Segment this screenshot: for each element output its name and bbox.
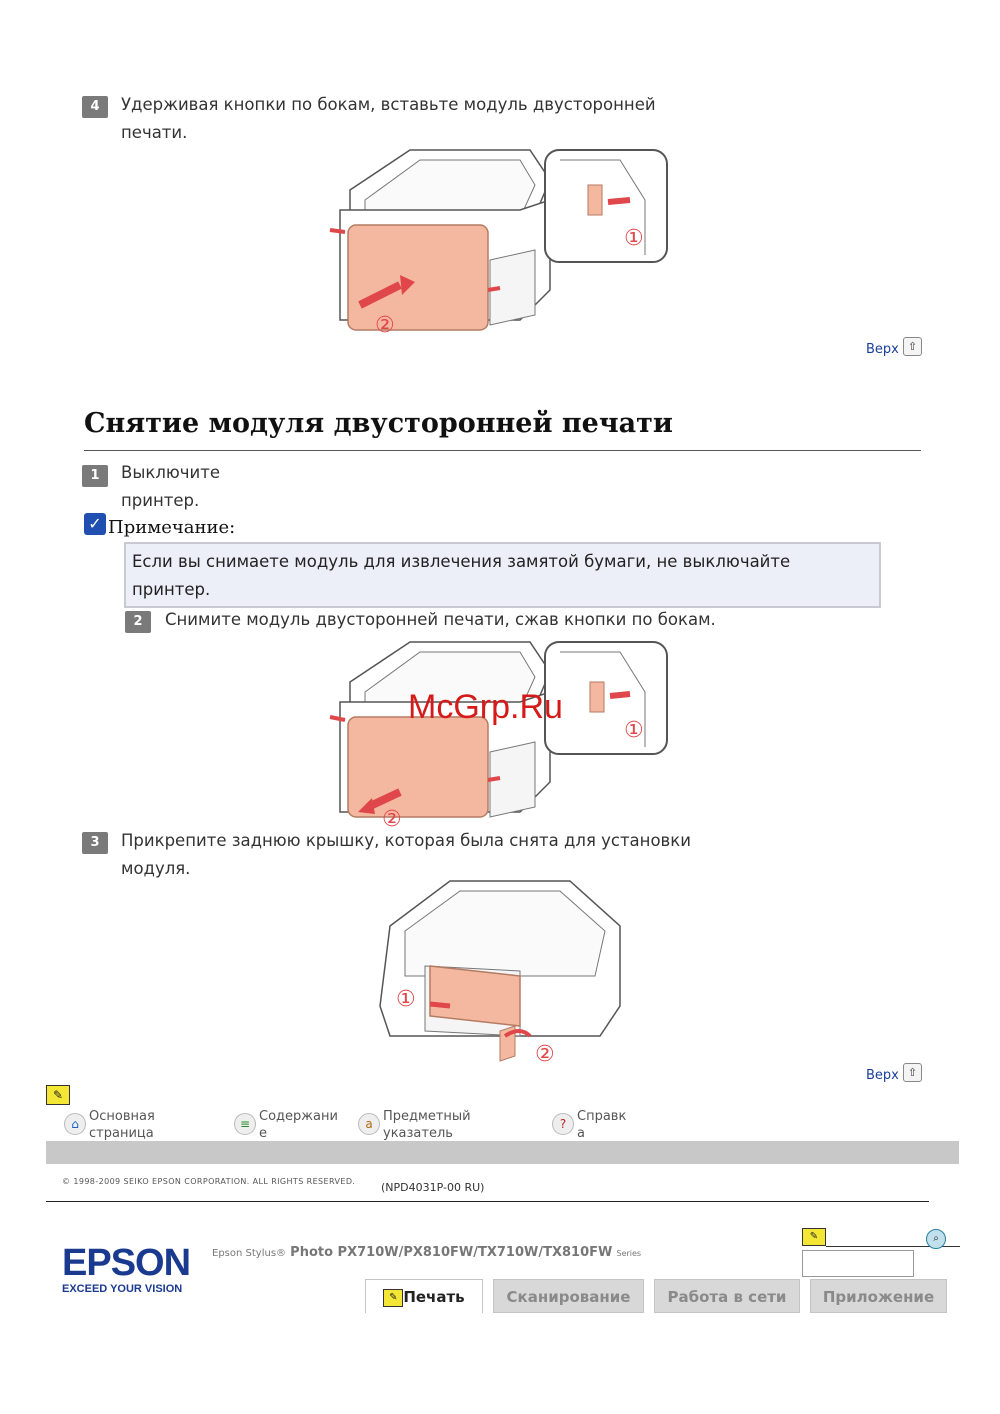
step-text-line: модуля. [121, 859, 191, 878]
product-prefix: Epson Stylus® [212, 1248, 287, 1259]
step-text [121, 459, 220, 515]
nav-index-link[interactable] [383, 1108, 471, 1142]
search-icon[interactable]: ⌕ [926, 1229, 946, 1249]
search-input[interactable] [802, 1250, 914, 1277]
step-number-badge: 1 [82, 465, 108, 487]
tab-print[interactable] [365, 1279, 483, 1313]
figure-insert-duplexer [320, 140, 680, 340]
section-title: Снятие модуля двусторонней печати [84, 408, 673, 439]
contents-icon[interactable]: ≡ [234, 1113, 256, 1135]
step-text-line: Прикрепите заднюю крышку, которая была снята для установки [121, 831, 691, 850]
note-title: Примечание: [108, 517, 236, 538]
help-icon[interactable]: ? [552, 1113, 574, 1135]
home-icon[interactable]: ⌂ [64, 1113, 86, 1135]
nav-label-line: а [577, 1126, 585, 1141]
footer-divider [46, 1201, 929, 1202]
copyright-text: © 1998-2009 SEIKO EPSON CORPORATION. ALL RIGHTS RESERVED. [62, 1177, 356, 1186]
step-text [121, 91, 656, 147]
note-box [124, 542, 881, 608]
tab-network[interactable]: Работа в сети [654, 1279, 800, 1313]
document-code: (NPD4031P-00 RU) [381, 1181, 485, 1194]
figure-attach-rear-cover [370, 876, 630, 1066]
note-text-line: Если вы снимаете модуль для извлечения замятой бумаги, не выключайте [132, 552, 791, 571]
tab-appendix[interactable]: Приложение [810, 1279, 947, 1313]
nav-label-line: Содержани [259, 1109, 338, 1124]
tab-label: Печать [403, 1288, 465, 1306]
step-text-line: принтер. [121, 491, 200, 510]
tab-scan[interactable]: Сканирование [493, 1279, 644, 1313]
figure-marker-2: ② [382, 807, 402, 832]
print-section-icon[interactable]: ✎ [46, 1085, 70, 1105]
figure-marker-2: ② [375, 313, 395, 338]
nav-label-line: Основная [89, 1109, 155, 1124]
figure-marker-1: ① [624, 226, 644, 251]
nav-label-line: указатель [383, 1126, 453, 1141]
step-text [121, 827, 691, 883]
up-arrow-icon[interactable]: ⇧ [903, 1063, 922, 1082]
nav-label-line: страница [89, 1126, 154, 1141]
epson-tagline: EXCEED YOUR VISION [62, 1283, 183, 1295]
nav-label-line: е [259, 1126, 267, 1141]
step-text-line: Удерживая кнопки по бокам, вставьте модуль двусторонней [121, 95, 656, 114]
figure-marker-1: ① [396, 987, 416, 1012]
nav-contents-link[interactable] [259, 1108, 338, 1142]
footer-bar [46, 1141, 959, 1164]
step-number-badge: 3 [82, 832, 108, 854]
nav-label-line: Справк [577, 1109, 627, 1124]
epson-logo: EPSON [62, 1242, 191, 1284]
nav-label-line: Предметный [383, 1109, 471, 1124]
step-number-badge: 4 [82, 96, 108, 118]
product-name [212, 1245, 641, 1260]
figure-marker-1: ① [624, 718, 644, 743]
bookmark-icon[interactable]: ✎ [802, 1228, 826, 1246]
nav-help-link[interactable] [577, 1108, 626, 1142]
note-check-icon: ✓ [84, 513, 106, 535]
step-number-badge: 2 [125, 611, 151, 633]
top-link[interactable]: Верх [866, 342, 899, 357]
figure-remove-duplexer [320, 632, 680, 832]
note-text-line: принтер. [132, 580, 211, 599]
figure-marker-2: ② [535, 1042, 555, 1066]
product-suffix: Series [616, 1249, 642, 1258]
step-text-line: печати. [121, 123, 188, 142]
step-text: Снимите модуль двусторонней печати, сжав кнопки по бокам. [165, 610, 716, 629]
watermark: McGrp.Ru [408, 688, 563, 726]
index-icon[interactable]: a [358, 1113, 380, 1135]
product-model: Photo PX710W/PX810FW/TX710W/TX810FW [290, 1245, 613, 1260]
print-icon: ✎ [383, 1289, 403, 1307]
top-link[interactable]: Верх [866, 1068, 899, 1083]
step-text-line: Выключите [121, 463, 220, 482]
up-arrow-icon[interactable]: ⇧ [903, 337, 922, 356]
nav-home-link[interactable] [89, 1108, 155, 1142]
section-divider [84, 450, 921, 451]
